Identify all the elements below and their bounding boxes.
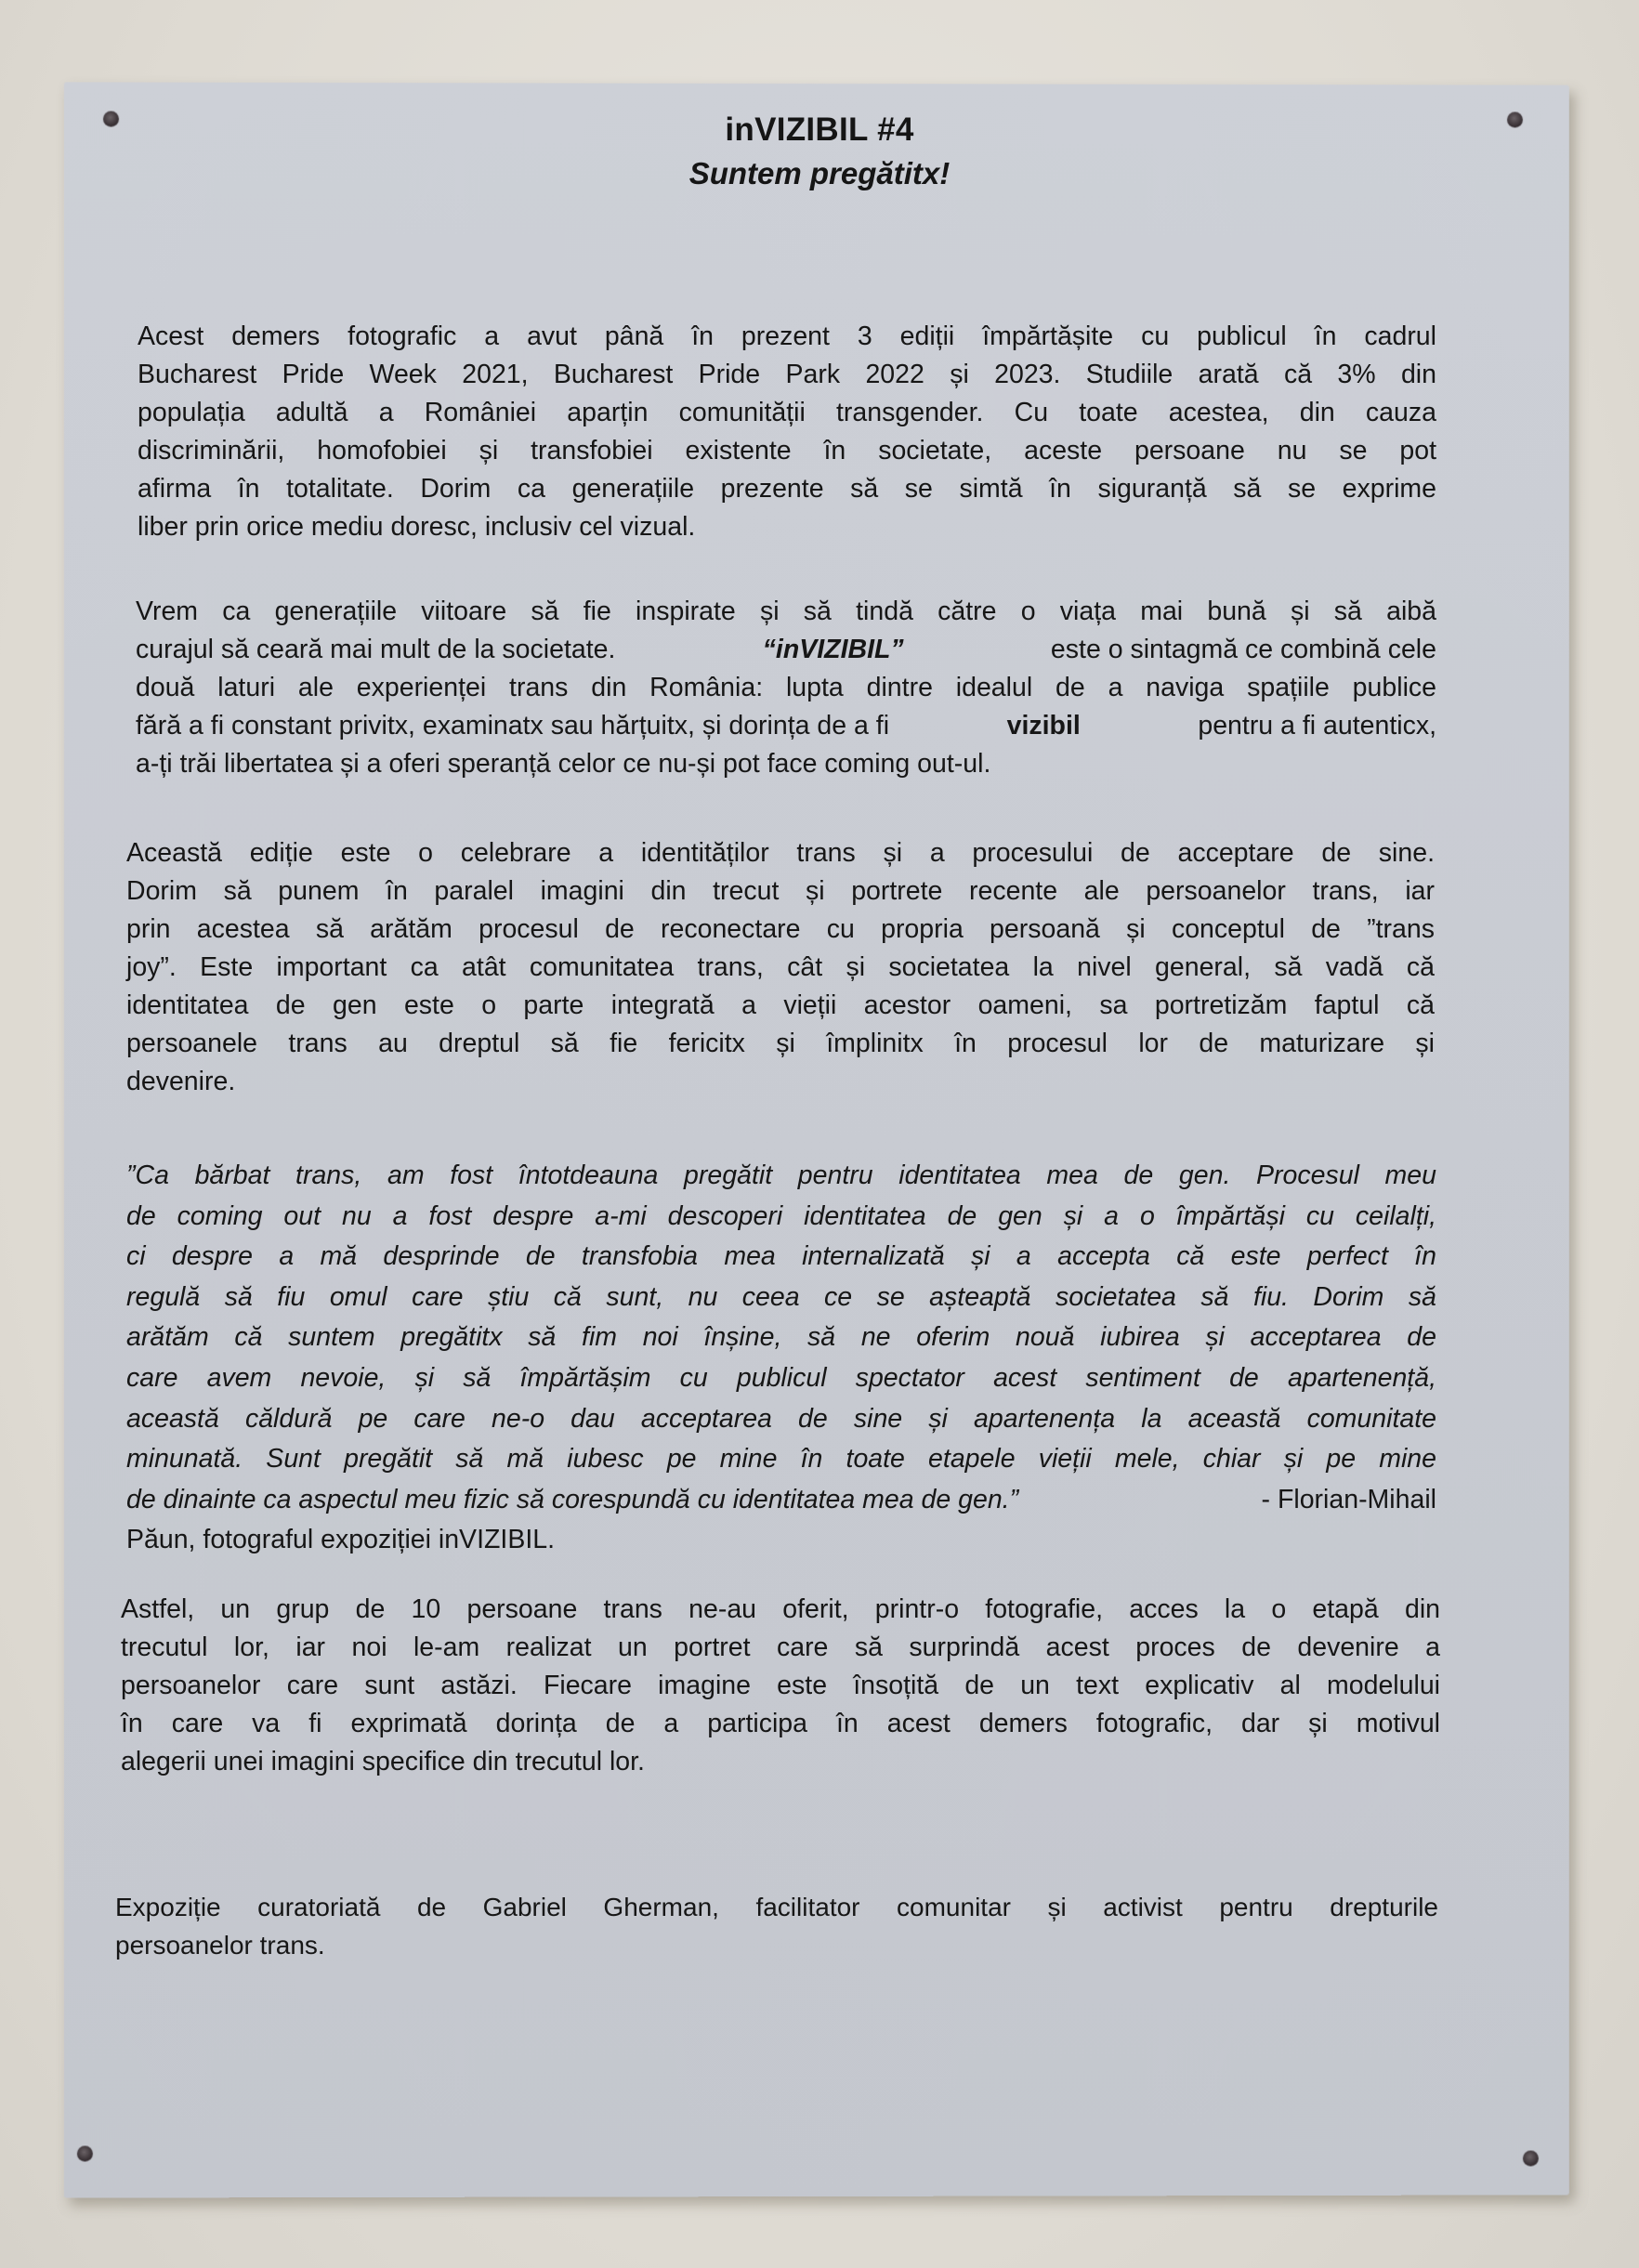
text-line: liber prin orice mediu doresc, inclusiv cel vizual. [138,512,696,542]
text-line: persoanele trans au dreptul să fie fericitx și împlinitx în procesul lor de maturizare și [126,1029,1435,1058]
invizibil-emphasis: “inVIZIBIL” [762,635,904,664]
text-line: alegerii unei imagini specifice din trecutul lor. [121,1747,645,1776]
text-segment: fără a fi constant privitx, examinatx sau hărțuitx, și dorința de a fi [136,711,890,741]
quote-end: de dinainte ca aspectul meu fizic să corespundă cu identitatea mea de gen.” [126,1484,1019,1514]
text-line: care avem nevoie, și să împărtășim cu publicul spectator acest sentiment de apartenență, [126,1362,1436,1393]
text-line: Dorim să punem în paralel imagini din trecut și portrete recente ale persoanelor trans, iar [126,876,1435,906]
paragraph-future-generations [136,593,1436,783]
paragraph-celebration [126,834,1435,1101]
text-line: Expoziție curatoriată de Gabriel Gherman, facilitator comunitar și activist pentru drepturile [115,1893,1438,1921]
text-line: persoanelor care sunt astăzi. Fiecare imagine este însoțită de un text explicativ al modelului [121,1671,1440,1700]
text-line: ”Ca bărbat trans, am fost întotdeauna pregătit pentru identitatea mea de gen. Procesul meu [126,1160,1436,1190]
text-line: trecutul lor, iar noi le-am realizat un portret care să surprindă acest proces de devenire a [121,1632,1440,1662]
text-line: Acest demers fotografic a avut până în prezent 3 ediții împărtășite cu publicul în cadrul [138,321,1436,351]
text-line: devenire. [126,1067,236,1096]
text-line [136,631,1436,669]
text-segment: pentru a fi autenticx, [1198,711,1436,741]
quote-attribution: - Florian-Mihail [1261,1484,1436,1514]
text-line: populația adultă a României aparțin comunității transgender. Cu toate acestea, din cauza [138,398,1436,427]
text-line: Vrem ca generațiile viitoare să fie inspirate și să tindă către o viața mai bună și să aibă [136,596,1436,626]
text-line: în care va fi exprimată dorința de a participa în acest demers fotografic, dar și motivul [121,1709,1440,1738]
text-line [136,707,1436,745]
text-line: Această ediție este o celebrare a identităților trans și a procesului de acceptare de sine. [126,838,1435,868]
text-line: afirma în totalitate. Dorim ca generațiile prezente să se simtă în siguranță să se exprime [138,474,1436,504]
page-subtitle: Suntem pregătitx! [688,156,951,190]
screw-icon [77,2145,93,2161]
text-segment: este o sintagmă ce combină cele [1050,635,1436,664]
text-line: două laturi ale experienței trans din România: lupta dintre idealul de a naviga spațiile publice [136,673,1436,702]
paragraph-participants [121,1591,1440,1781]
text-line: minunată. Sunt pregătit să mă iubesc pe mine în toate etapele vieții mele, chiar și pe mine [126,1444,1436,1475]
text-line: a-ți trăi libertatea și a oferi speranță celor ce nu-și pot face coming out-ul. [136,749,991,779]
text-line [126,1480,1436,1521]
page-title: inVIZIBIL #4 [725,111,914,148]
text-line: această căldură pe care ne-o dau acceptarea de sine și apartenența la această comunitate [126,1403,1436,1434]
text-line: persoanelor trans. [115,1931,325,1960]
curator-credit [115,1888,1438,1964]
quote-attribution-cont: Păun, fotograful expoziției inVIZIBIL. [126,1525,556,1555]
text-line: regulă să fiu omul care știu că sunt, nu ceea ce se așteaptă societatea să fiu. Dorim să [126,1281,1436,1312]
text-line: joy”. Este important ca atât comunitatea trans, cât și societatea la nivel general, să vadă că [126,952,1435,982]
photographer-quote [126,1156,1436,1561]
text-line: ci despre a mă desprinde de transfobia mea internalizată și a accepta că este perfect în [126,1241,1436,1272]
screw-icon [1523,2151,1539,2167]
text-line: de coming out nu a fost despre a-mi descoperi identitatea de gen și a o împărtăși cu ceilalți, [126,1200,1436,1231]
text-line: prin acestea să arătăm procesul de reconectare cu propria persoană și conceptul de ”trans [126,914,1435,944]
paragraph-intro [138,318,1436,546]
text-line: arătăm că suntem pregătitx să fim noi înșine, să ne oferim nouă iubirea și acceptarea de [126,1322,1436,1353]
text-line: discriminării, homofobiei și transfobiei existente în societate, aceste persoane nu se pot [138,436,1436,465]
text-line: Astfel, un grup de 10 persoane trans ne-au oferit, printr-o fotografie, acces la o etapă din [121,1594,1440,1624]
text-segment: curajul să ceară mai mult de la societate. [136,635,616,664]
vizibil-emphasis: vizibil [1006,711,1081,741]
text-line: identitatea de gen este o parte integrată a vieții acestor oameni, sa portretizăm faptul că [126,990,1435,1020]
text-line: Bucharest Pride Week 2021, Bucharest Pride Park 2022 și 2023. Studiile arată că 3% din [138,360,1436,389]
